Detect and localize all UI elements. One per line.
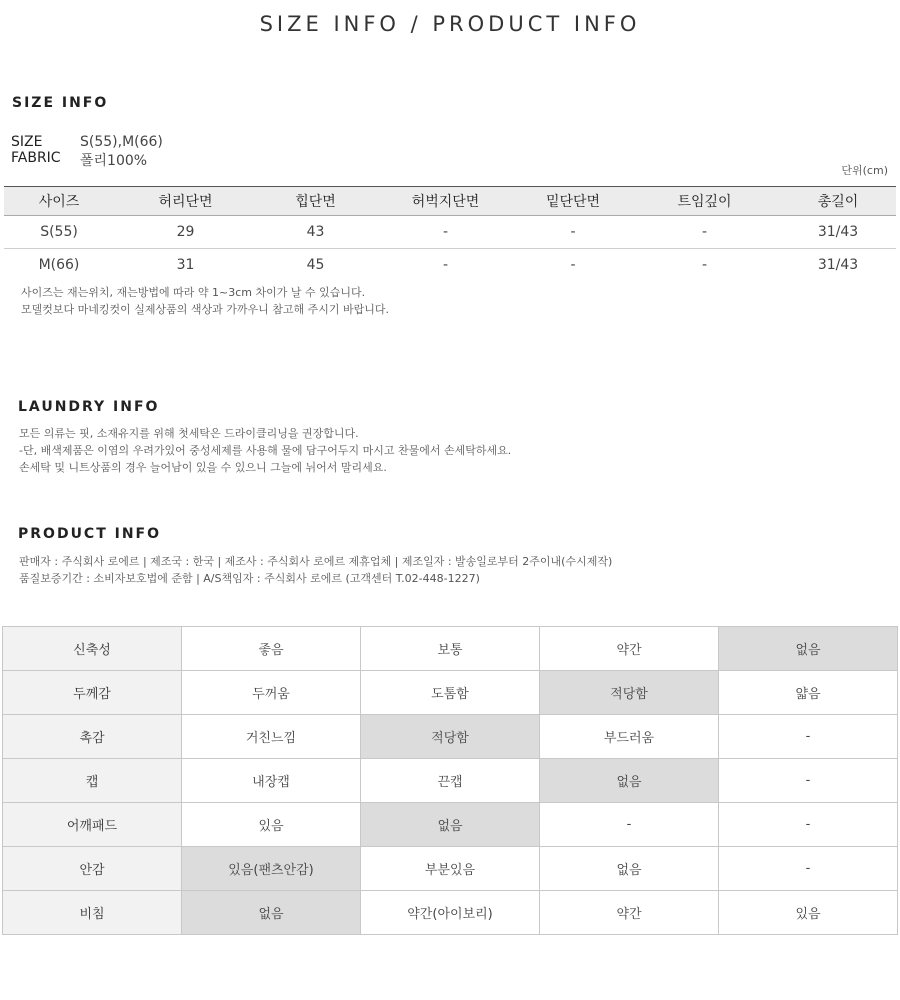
laundry-line: 손세탁 및 니트상품의 경우 늘어남이 있을 수 있으니 그늘에 뉘어서 말리세요. (19, 461, 387, 474)
page-title: SIZE INFO / PRODUCT INFO (259, 12, 641, 36)
column-header: 허리단면 (114, 187, 257, 216)
laundry-notes (19, 425, 511, 476)
column-header: 트임깊이 (629, 187, 780, 216)
column-header: 사이즈 (4, 187, 114, 216)
property-row (3, 847, 898, 891)
table-cell: 29 (114, 216, 257, 249)
size-notes (21, 284, 389, 318)
property-name: 두께감 (3, 671, 182, 715)
product-info-title: PRODUCT INFO (18, 526, 162, 542)
property-name: 신축성 (3, 627, 182, 671)
table-cell: - (374, 216, 517, 249)
property-name: 어깨패드 (3, 803, 182, 847)
laundry-line: 모든 의류는 핏, 소재유지를 위해 첫세탁은 드라이클리닝을 권장합니다. (19, 427, 359, 440)
property-option-selected: 없음 (719, 627, 898, 671)
size-value: S(55),M(66) (80, 134, 163, 150)
size-table-header (4, 187, 896, 216)
property-name: 캡 (3, 759, 182, 803)
table-cell: 45 (306, 257, 325, 273)
property-row (3, 803, 898, 847)
table-cell: M(66) (38, 257, 80, 273)
property-option: - (540, 803, 719, 847)
table-cell: - (629, 216, 780, 249)
property-option: 도톰함 (361, 671, 540, 715)
laundry-info-title: LAUNDRY INFO (18, 399, 160, 415)
property-row (3, 671, 898, 715)
fabric-value: 폴리100% (80, 153, 148, 169)
property-option: 얇음 (719, 671, 898, 715)
property-option: 약간(아이보리) (361, 891, 540, 935)
property-option: 부드러움 (540, 715, 719, 759)
table-cell: - (517, 216, 629, 249)
size-note-line: 모델컷보다 마네킹컷이 실제상품의 색상과 가까우니 참고해 주시기 바랍니다. (21, 303, 390, 316)
product-line: 판매자 : 주식회사 로에르 | 제조국 : 한국 | 제조사 : 주식회사 로에르 제휴업체 | 제조일자 : 발송일로부터 2주이내(수시제작) (19, 555, 613, 568)
property-option: - (719, 759, 898, 803)
property-option: 두꺼움 (182, 671, 361, 715)
table-cell: 31/43 (780, 216, 896, 249)
property-name: 촉감 (3, 715, 182, 759)
size-info-title: SIZE INFO (12, 95, 109, 111)
unit-note: 단위(cm) (841, 164, 888, 177)
property-option-selected: 있음(팬츠안감) (182, 847, 361, 891)
property-option-selected: 없음 (182, 891, 361, 935)
table-cell: 31 (176, 257, 195, 273)
property-option: - (719, 847, 898, 891)
property-name: 비침 (3, 891, 182, 935)
property-option: 약간 (540, 627, 719, 671)
property-row (3, 627, 898, 671)
property-option: 없음 (540, 847, 719, 891)
property-name: 안감 (3, 847, 182, 891)
table-cell: S(55) (4, 216, 114, 249)
column-header: 밑단단면 (517, 187, 629, 216)
property-row (3, 715, 898, 759)
table-cell: 31/43 (817, 257, 859, 273)
property-option: 보통 (361, 627, 540, 671)
property-option: 끈캡 (361, 759, 540, 803)
table-cell: - (701, 257, 708, 273)
column-header: 허벅지단면 (374, 187, 517, 216)
property-option: 있음 (182, 803, 361, 847)
property-option: 내장캡 (182, 759, 361, 803)
property-option: 있음 (719, 891, 898, 935)
property-option: 좋음 (182, 627, 361, 671)
property-option: 거친느낌 (182, 715, 361, 759)
size-table (4, 186, 896, 281)
property-option: - (719, 803, 898, 847)
property-option: 부분있음 (361, 847, 540, 891)
table-cell: - (570, 257, 576, 273)
table-cell: 43 (257, 216, 374, 249)
property-option-selected: 없음 (361, 803, 540, 847)
property-option-selected: 적당함 (540, 671, 719, 715)
table-cell: - (442, 257, 449, 273)
laundry-line: -단, 배색제품은 이염의 우려가있어 중성세제를 사용해 물에 담구어두지 마시고 찬물에서 손세탁하세요. (19, 444, 512, 457)
fabric-properties-table (2, 626, 898, 935)
property-option: 약간 (540, 891, 719, 935)
size-note-line: 사이즈는 재는위치, 재는방법에 따라 약 1~3cm 차이가 날 수 있습니다. (21, 286, 366, 299)
size-label: SIZE (11, 134, 43, 150)
property-row (3, 759, 898, 803)
product-notes (19, 553, 612, 587)
property-option: - (719, 715, 898, 759)
table-row (4, 216, 896, 249)
table-row (4, 249, 896, 282)
product-line: 품질보증기간 : 소비자보호법에 준함 | A/S책임자 : 주식회사 로에르 (고객센터 T.02-448-1227) (19, 572, 480, 585)
property-row (3, 891, 898, 935)
fabric-label: FABRIC (11, 150, 61, 166)
column-header: 총길이 (780, 187, 896, 216)
column-header: 힙단면 (257, 187, 374, 216)
property-option-selected: 적당함 (361, 715, 540, 759)
property-option-selected: 없음 (540, 759, 719, 803)
